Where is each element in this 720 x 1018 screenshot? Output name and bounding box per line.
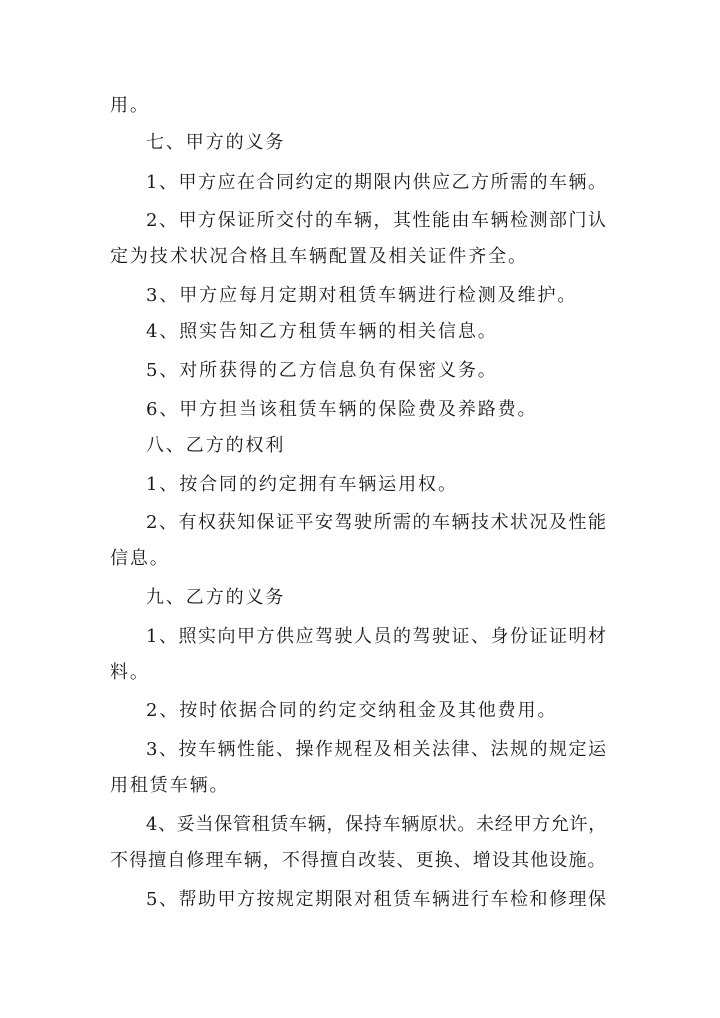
text-line: 1、甲方应在合同约定的期限内供应乙方所需的车辆。	[146, 172, 608, 193]
text-line: 2、按时依据合同的约定交纳租金及其他费用。	[146, 700, 558, 721]
text-line: 2、甲方保证所交付的车辆，其性能由车辆检测部门认	[146, 210, 608, 231]
text-line: 6、甲方担当该租赁车辆的保险费及养路费。	[146, 399, 538, 420]
text-line: 1、照实向甲方供应驾驶人员的驾驶证、身份证证明材	[146, 626, 608, 647]
text-line: 用。	[110, 95, 150, 116]
text-line: 用租赁车辆。	[110, 775, 230, 796]
text-line: 4、妥当保管租赁车辆，保持车辆原状。未经甲方允许，	[146, 814, 607, 835]
text-line: 信息。	[110, 548, 170, 569]
text-line: 不得擅自修理车辆，不得擅自改装、更换、增设其他设施。	[110, 850, 607, 871]
text-line: 5、对所获得的乙方信息负有保密义务。	[146, 360, 498, 381]
section-heading: 八、乙方的权利	[146, 435, 286, 456]
text-line: 3、甲方应每月定期对租赁车辆进行检测及维护。	[146, 285, 578, 306]
text-line: 定为技术状况合格且车辆配置及相关证件齐全。	[110, 246, 528, 267]
text-line: 1、按合同的约定拥有车辆运用权。	[146, 474, 458, 495]
text-line: 3、按车辆性能、操作规程及相关法律、法规的规定运	[146, 739, 608, 760]
text-line: 料。	[110, 662, 150, 683]
section-heading: 七、甲方的义务	[146, 132, 286, 153]
text-line: 2、有权获知保证平安驾驶所需的车辆技术状况及性能	[146, 512, 608, 533]
text-line: 5、帮助甲方按规定期限对租赁车辆进行车检和修理保	[146, 889, 608, 910]
section-heading: 九、乙方的义务	[146, 587, 286, 608]
text-line: 4、照实告知乙方租赁车辆的相关信息。	[146, 321, 498, 342]
